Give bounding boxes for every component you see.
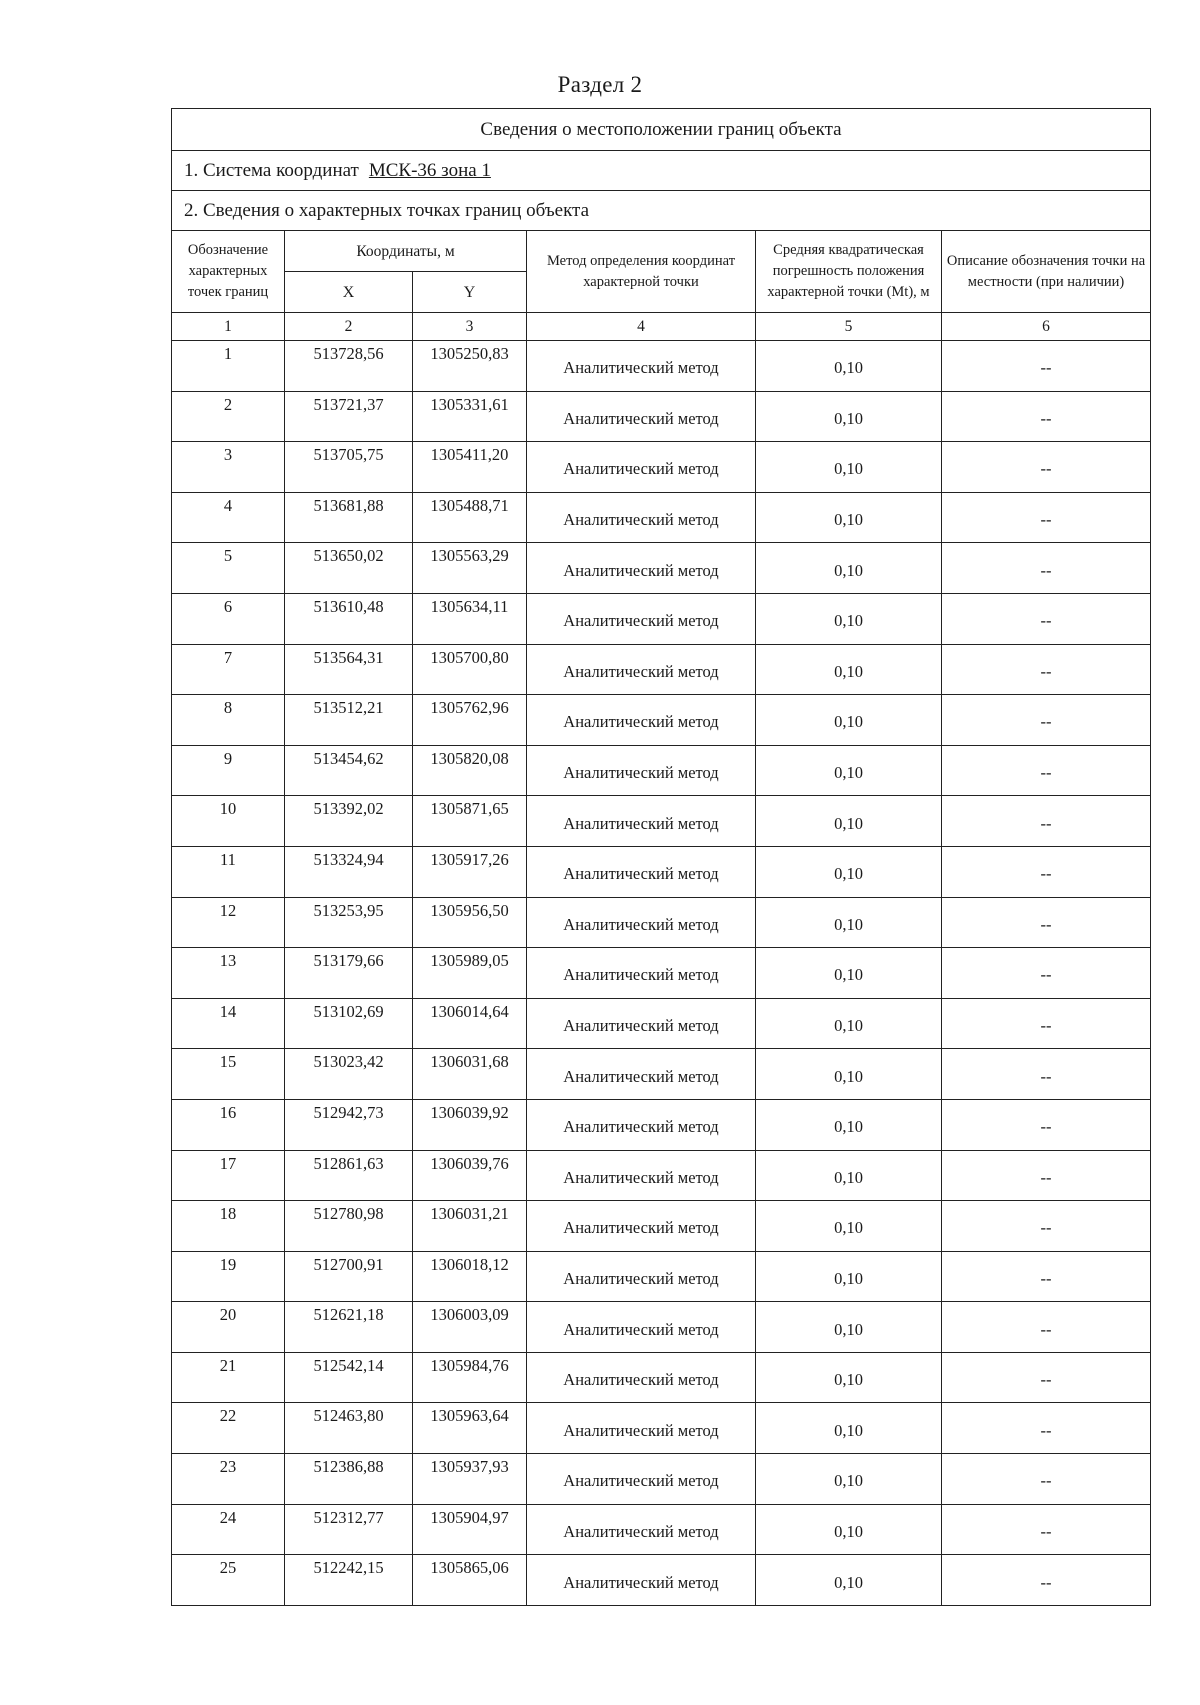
point-number-cell: 8 <box>172 695 285 746</box>
point-number-cell: 19 <box>172 1251 285 1302</box>
description-cell: -- <box>942 846 1151 897</box>
error-cell: 0,10 <box>756 998 942 1049</box>
error-cell: 0,10 <box>756 1201 942 1252</box>
method-cell: Аналитический метод <box>527 796 756 847</box>
x-coordinate-cell: 512942,73 <box>285 1099 413 1150</box>
description-cell: -- <box>942 1302 1151 1353</box>
y-coordinate-cell: 1306003,09 <box>413 1302 527 1353</box>
method-cell: Аналитический метод <box>527 897 756 948</box>
y-coordinate-cell: 1305411,20 <box>413 442 527 493</box>
header-coordinates: Координаты, м <box>285 231 527 272</box>
point-number-cell: 18 <box>172 1201 285 1252</box>
y-coordinate-cell: 1306039,92 <box>413 1099 527 1150</box>
table-row <box>172 341 1151 392</box>
y-coordinate-cell: 1305963,64 <box>413 1403 527 1454</box>
method-cell: Аналитический метод <box>527 1049 756 1100</box>
description-cell: -- <box>942 1251 1151 1302</box>
point-number-cell: 15 <box>172 1049 285 1100</box>
y-coordinate-cell: 1305865,06 <box>413 1555 527 1606</box>
description-cell: -- <box>942 391 1151 442</box>
method-cell: Аналитический метод <box>527 1302 756 1353</box>
header-x: X <box>285 272 413 313</box>
point-number-cell: 22 <box>172 1403 285 1454</box>
coord-system-row <box>172 151 1151 191</box>
error-cell: 0,10 <box>756 341 942 392</box>
table-body <box>172 341 1151 1606</box>
y-coordinate-cell: 1305904,97 <box>413 1504 527 1555</box>
error-cell: 0,10 <box>756 1251 942 1302</box>
y-coordinate-cell: 1306014,64 <box>413 998 527 1049</box>
table-caption: Сведения о местоположении границ объекта <box>172 109 1151 151</box>
method-cell: Аналитический метод <box>527 695 756 746</box>
header-error: Средняя квадратическая погрешность положения характерной точки (Mt), м <box>756 231 942 313</box>
x-coordinate-cell: 512542,14 <box>285 1352 413 1403</box>
point-number-cell: 7 <box>172 644 285 695</box>
table-row <box>172 1302 1151 1353</box>
description-cell: -- <box>942 695 1151 746</box>
table-row <box>172 745 1151 796</box>
error-cell: 0,10 <box>756 1352 942 1403</box>
description-cell: -- <box>942 644 1151 695</box>
description-cell: -- <box>942 341 1151 392</box>
header-description: Описание обозначения точки на местности (при наличии) <box>942 231 1151 313</box>
coord-system-label: 1. Система координат <box>184 159 359 181</box>
points-heading-row <box>172 191 1151 231</box>
error-cell: 0,10 <box>756 796 942 847</box>
point-number-cell: 21 <box>172 1352 285 1403</box>
x-coordinate-cell: 512780,98 <box>285 1201 413 1252</box>
method-cell: Аналитический метод <box>527 1403 756 1454</box>
header-point-designation: Обозначение характерных точек границ <box>172 231 285 313</box>
error-cell: 0,10 <box>756 846 942 897</box>
method-cell: Аналитический метод <box>527 341 756 392</box>
error-cell: 0,10 <box>756 644 942 695</box>
point-number-cell: 23 <box>172 1454 285 1505</box>
description-cell: -- <box>942 1454 1151 1505</box>
description-cell: -- <box>942 998 1151 1049</box>
x-coordinate-cell: 513253,95 <box>285 897 413 948</box>
method-cell: Аналитический метод <box>527 543 756 594</box>
x-coordinate-cell: 512621,18 <box>285 1302 413 1353</box>
x-coordinate-cell: 512700,91 <box>285 1251 413 1302</box>
table-row <box>172 998 1151 1049</box>
error-cell: 0,10 <box>756 543 942 594</box>
description-cell: -- <box>942 1201 1151 1252</box>
x-coordinate-cell: 513023,42 <box>285 1049 413 1100</box>
point-number-cell: 11 <box>172 846 285 897</box>
x-coordinate-cell: 513324,94 <box>285 846 413 897</box>
column-number: 3 <box>413 313 527 341</box>
x-coordinate-cell: 513512,21 <box>285 695 413 746</box>
error-cell: 0,10 <box>756 391 942 442</box>
method-cell: Аналитический метод <box>527 1352 756 1403</box>
description-cell: -- <box>942 1555 1151 1606</box>
point-number-cell: 16 <box>172 1099 285 1150</box>
x-coordinate-cell: 512463,80 <box>285 1403 413 1454</box>
table-row <box>172 543 1151 594</box>
x-coordinate-cell: 513102,69 <box>285 998 413 1049</box>
description-cell: -- <box>942 948 1151 999</box>
table-row <box>172 492 1151 543</box>
y-coordinate-cell: 1305989,05 <box>413 948 527 999</box>
description-cell: -- <box>942 593 1151 644</box>
table-row <box>172 897 1151 948</box>
y-coordinate-cell: 1306031,21 <box>413 1201 527 1252</box>
method-cell: Аналитический метод <box>527 593 756 644</box>
x-coordinate-cell: 513610,48 <box>285 593 413 644</box>
header-y: Y <box>413 272 527 313</box>
coord-system-value: МСК-36 зона 1 <box>368 159 491 181</box>
table-row <box>172 1454 1151 1505</box>
error-cell: 0,10 <box>756 442 942 493</box>
table-row <box>172 1201 1151 1252</box>
description-cell: -- <box>942 796 1151 847</box>
method-cell: Аналитический метод <box>527 846 756 897</box>
point-number-cell: 1 <box>172 341 285 392</box>
x-coordinate-cell: 513179,66 <box>285 948 413 999</box>
y-coordinate-cell: 1305956,50 <box>413 897 527 948</box>
x-coordinate-cell: 513681,88 <box>285 492 413 543</box>
description-cell: -- <box>942 543 1151 594</box>
method-cell: Аналитический метод <box>527 1099 756 1150</box>
table-row <box>172 1150 1151 1201</box>
error-cell: 0,10 <box>756 695 942 746</box>
table-row <box>172 1251 1151 1302</box>
method-cell: Аналитический метод <box>527 948 756 999</box>
point-number-cell: 12 <box>172 897 285 948</box>
x-coordinate-cell: 513564,31 <box>285 644 413 695</box>
method-cell: Аналитический метод <box>527 1504 756 1555</box>
x-coordinate-cell: 512861,63 <box>285 1150 413 1201</box>
point-number-cell: 4 <box>172 492 285 543</box>
method-cell: Аналитический метод <box>527 1454 756 1505</box>
y-coordinate-cell: 1305937,93 <box>413 1454 527 1505</box>
section-title: Раздел 2 <box>557 72 643 97</box>
table-row <box>172 391 1151 442</box>
error-cell: 0,10 <box>756 1403 942 1454</box>
x-coordinate-cell: 512312,77 <box>285 1504 413 1555</box>
description-cell: -- <box>942 1504 1151 1555</box>
table-row <box>172 796 1151 847</box>
x-coordinate-cell: 513454,62 <box>285 745 413 796</box>
error-cell: 0,10 <box>756 745 942 796</box>
coord-system-cell <box>172 151 1151 191</box>
error-cell: 0,10 <box>756 1049 942 1100</box>
table-row <box>172 846 1151 897</box>
method-cell: Аналитический метод <box>527 442 756 493</box>
x-coordinate-cell: 513650,02 <box>285 543 413 594</box>
y-coordinate-cell: 1305331,61 <box>413 391 527 442</box>
table-row <box>172 593 1151 644</box>
column-number: 6 <box>942 313 1151 341</box>
method-cell: Аналитический метод <box>527 391 756 442</box>
column-number: 5 <box>756 313 942 341</box>
y-coordinate-cell: 1305488,71 <box>413 492 527 543</box>
point-number-cell: 9 <box>172 745 285 796</box>
column-number: 1 <box>172 313 285 341</box>
error-cell: 0,10 <box>756 897 942 948</box>
method-cell: Аналитический метод <box>527 1251 756 1302</box>
table-row <box>172 695 1151 746</box>
boundary-points-table <box>171 108 1151 1606</box>
error-cell: 0,10 <box>756 1555 942 1606</box>
error-cell: 0,10 <box>756 1302 942 1353</box>
y-coordinate-cell: 1306039,76 <box>413 1150 527 1201</box>
table-row <box>172 442 1151 493</box>
y-coordinate-cell: 1305871,65 <box>413 796 527 847</box>
point-number-cell: 13 <box>172 948 285 999</box>
error-cell: 0,10 <box>756 1504 942 1555</box>
x-coordinate-cell: 513728,56 <box>285 341 413 392</box>
point-number-cell: 3 <box>172 442 285 493</box>
error-cell: 0,10 <box>756 593 942 644</box>
error-cell: 0,10 <box>756 948 942 999</box>
y-coordinate-cell: 1305917,26 <box>413 846 527 897</box>
table-row <box>172 644 1151 695</box>
table-row <box>172 1403 1151 1454</box>
table-row <box>172 1352 1151 1403</box>
point-number-cell: 2 <box>172 391 285 442</box>
table-row <box>172 948 1151 999</box>
header-method: Метод определения координат характерной точки <box>527 231 756 313</box>
point-number-cell: 5 <box>172 543 285 594</box>
y-coordinate-cell: 1306031,68 <box>413 1049 527 1100</box>
description-cell: -- <box>942 1099 1151 1150</box>
description-cell: -- <box>942 442 1151 493</box>
x-coordinate-cell: 513721,37 <box>285 391 413 442</box>
y-coordinate-cell: 1305250,83 <box>413 341 527 392</box>
description-cell: -- <box>942 1150 1151 1201</box>
description-cell: -- <box>942 492 1151 543</box>
y-coordinate-cell: 1305820,08 <box>413 745 527 796</box>
points-heading: 2. Сведения о характерных точках границ объекта <box>172 191 1151 231</box>
method-cell: Аналитический метод <box>527 644 756 695</box>
point-number-cell: 10 <box>172 796 285 847</box>
method-cell: Аналитический метод <box>527 1555 756 1606</box>
y-coordinate-cell: 1305634,11 <box>413 593 527 644</box>
description-cell: -- <box>942 897 1151 948</box>
method-cell: Аналитический метод <box>527 745 756 796</box>
point-number-cell: 25 <box>172 1555 285 1606</box>
point-number-cell: 20 <box>172 1302 285 1353</box>
column-numbers-row <box>172 313 1151 341</box>
description-cell: -- <box>942 1403 1151 1454</box>
table-row <box>172 1049 1151 1100</box>
y-coordinate-cell: 1305762,96 <box>413 695 527 746</box>
point-number-cell: 17 <box>172 1150 285 1201</box>
point-number-cell: 6 <box>172 593 285 644</box>
y-coordinate-cell: 1305563,29 <box>413 543 527 594</box>
method-cell: Аналитический метод <box>527 492 756 543</box>
x-coordinate-cell: 512386,88 <box>285 1454 413 1505</box>
point-number-cell: 14 <box>172 998 285 1049</box>
caption-row <box>172 109 1151 151</box>
table-row <box>172 1555 1151 1606</box>
description-cell: -- <box>942 745 1151 796</box>
description-cell: -- <box>942 1049 1151 1100</box>
y-coordinate-cell: 1306018,12 <box>413 1251 527 1302</box>
error-cell: 0,10 <box>756 1099 942 1150</box>
y-coordinate-cell: 1305984,76 <box>413 1352 527 1403</box>
header-row <box>172 231 1151 272</box>
y-coordinate-cell: 1305700,80 <box>413 644 527 695</box>
method-cell: Аналитический метод <box>527 998 756 1049</box>
error-cell: 0,10 <box>756 1454 942 1505</box>
point-number-cell: 24 <box>172 1504 285 1555</box>
method-cell: Аналитический метод <box>527 1150 756 1201</box>
x-coordinate-cell: 513392,02 <box>285 796 413 847</box>
table-row <box>172 1504 1151 1555</box>
error-cell: 0,10 <box>756 492 942 543</box>
method-cell: Аналитический метод <box>527 1201 756 1252</box>
description-cell: -- <box>942 1352 1151 1403</box>
error-cell: 0,10 <box>756 1150 942 1201</box>
x-coordinate-cell: 513705,75 <box>285 442 413 493</box>
column-number: 4 <box>527 313 756 341</box>
x-coordinate-cell: 512242,15 <box>285 1555 413 1606</box>
table-row <box>172 1099 1151 1150</box>
column-number: 2 <box>285 313 413 341</box>
